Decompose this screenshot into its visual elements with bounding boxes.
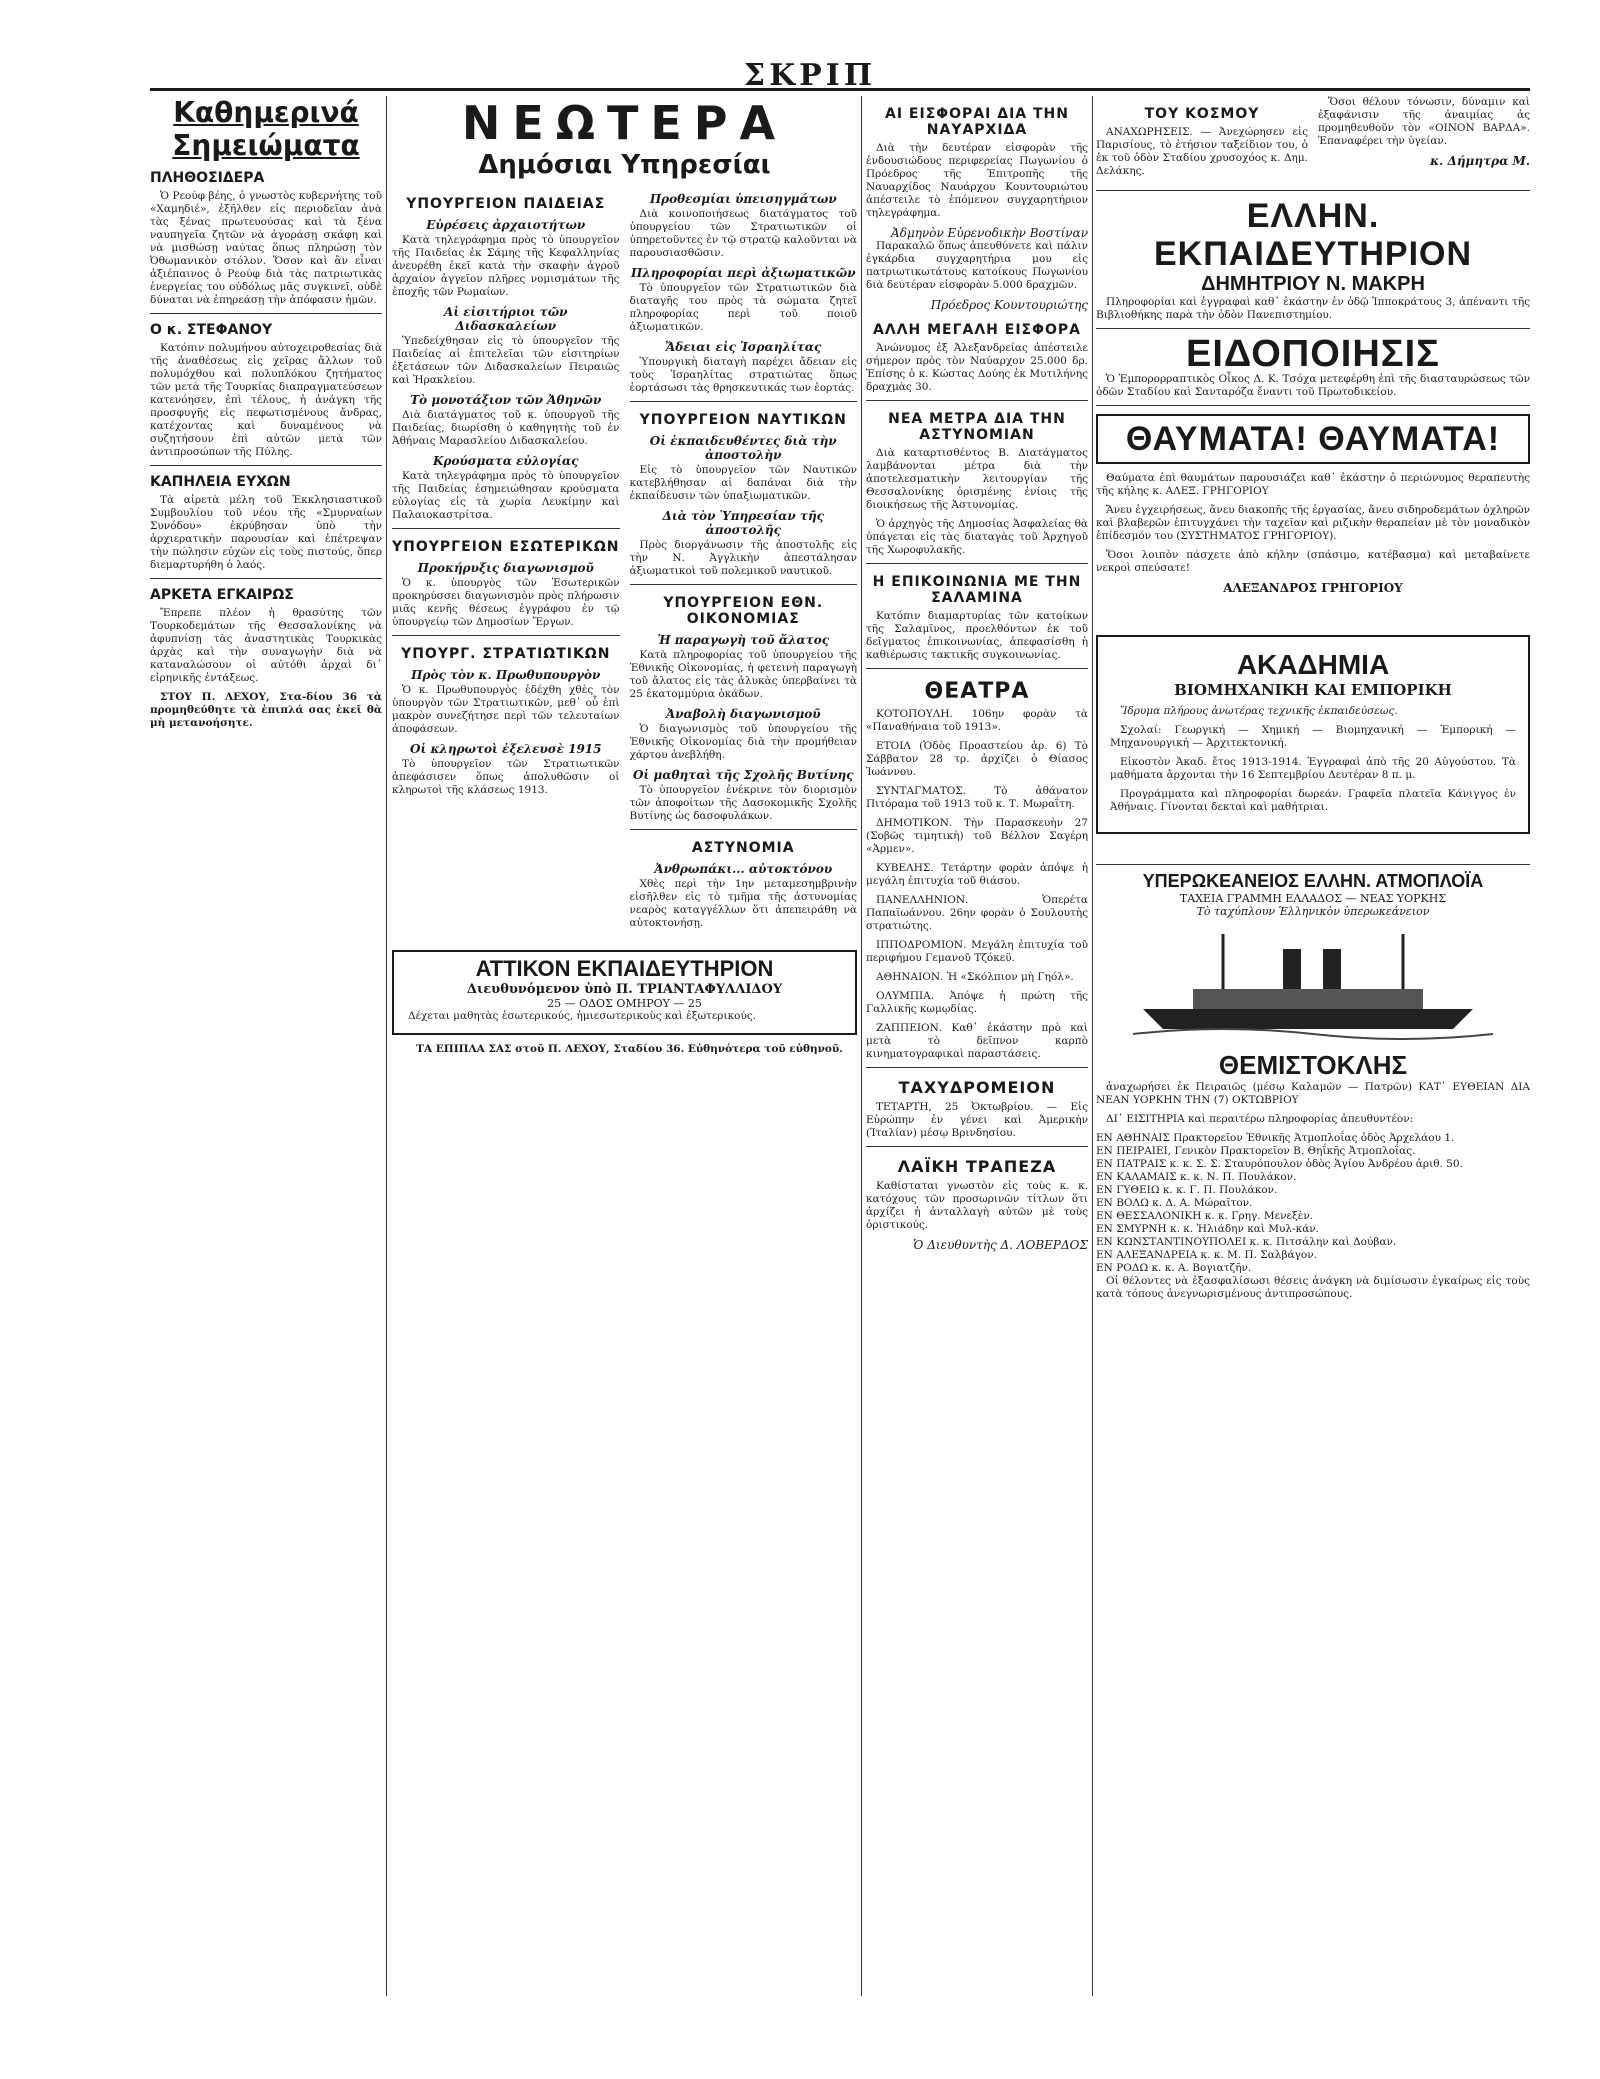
ad-title: ΥΠΕΡΩΚΕΑΝΕΙΟΣ ΕΛΛΗΝ. ΑΤΜΟΠΛΟΪΑ (1142, 871, 1484, 891)
item-body: Τὸ ὑπουργεῖον ἐνέκρινε τὸν διορισμὸν τῶν ἀποφοίτων τῆς Δασοκομικῆς Σχολῆς Βυτίνης ὡς δασοφυλάκων. (629, 784, 857, 822)
ad-body: ΔΙ᾽ ΕΙΣΙΤΗΡΙΑ καὶ περαιτέρω πληροφορίας ἀπευθυντέον: (1106, 1113, 1414, 1125)
divider (630, 584, 858, 585)
divider (866, 1146, 1088, 1147)
ad-title: ΕΙΔΟΠΟΙΗΣΙΣ (1186, 333, 1440, 375)
ad-tagline: Ἵδρυμα πλήρους ἀνωτέρας τεχνικῆς ἐκπαιδεύσεως. (1120, 705, 1398, 717)
list-item: ΕΝ ΓΥΘΕΙΩ κ. κ. Γ. Π. Πουλάκον. (1096, 1184, 1278, 1196)
ad-subtitle: ΔΗΜΗΤΡΙΟΥ Ν. ΜΑΚΡΗ (1201, 273, 1425, 295)
item-heading: Ἄδειαι εἰς Ἰσραηλίτας (665, 340, 822, 354)
article-body: Ἔπρεπε πλέον ἡ θρασύτης τῶν Τουρκοδεμάτων τῆς Θεσσαλονίκης νὰ ἀφυπνίσῃ τὰς ἀναστητικὰς Τουρκικὰς ἀρχὰς καὶ τὴν συναγωγὴν διὰ νὰ καταναλώσουν οἱ αὐτόθι ἀρχαὶ δι᾽ εἰρηνικῆς ἐντάξεως. (150, 607, 382, 684)
divider (630, 829, 858, 830)
article-title: ΑΡΚΕΤΑ ΕΓΚΑΙΡΩΣ (150, 587, 294, 603)
subcolumn-left (392, 186, 620, 936)
divider (866, 563, 1088, 564)
list-item: ΕΝ ΚΩΝΣΤΑΝΤΙΝΟΥΠΟΛΕΙ κ. κ. Πιτσάλην καὶ Δούβαν. (1096, 1236, 1397, 1248)
theatre-listing: ΚΥΒΕΛΗΣ. Τετάρτην φορὰν ἀπόψε ἡ μεγάλη ἐπιτυχία τοῦ θιάσου. (866, 862, 1088, 887)
article-body: Κατόπιν διαμαρτυρίας τῶν κατοίκων τῆς Σαλαμῖνος, προελθόντων ἐκ τοῦ δεῖγματος ἐπικοινωνίας, ἀπεφασίσθη ἡ καθιέρωσις τακτικῆς συγκοινωνίας. (866, 610, 1088, 661)
ad-thaumata (1096, 414, 1530, 595)
ministry-heading: ΥΠΟΥΡΓΕΙΟΝ ΠΑΙΔΕΙΑΣ (406, 196, 606, 212)
item-heading: Τὸ μονοτάξιον τῶν Ἀθηνῶν (410, 393, 602, 407)
ad-atmoploia (1096, 871, 1530, 1301)
divider (866, 1067, 1088, 1068)
advertisement: ΣΤΟΥ Π. ΛΕΧΟΥ, Στα-δίου 36 τὰ προμηθεύθητε τὰ ἐπιπλά σας ἐκεῖ θὰ μὴ μετανοήσητε. (150, 691, 382, 729)
ad-attikon (392, 950, 857, 1035)
article-body: Ὁ ἀρχηγὸς τῆς Δημοσίας Ἀσφαλείας θὰ ὑπάγεται εἰς τὰς διαταγὰς τοῦ Ἀρχηγοῦ τῆς Χωροφυλακῆς. (866, 518, 1088, 556)
section-heading: ΤΑΧΥΔΡΟΜΕΙΟΝ (898, 1078, 1056, 1097)
item-heading: Οἱ κληρωτοὶ ἐξελευσὲ 1915 (410, 742, 602, 756)
item-heading: Ἡ παραγωγὴ τοῦ ἄλατος (657, 633, 830, 647)
section-subtitle: Δημόσιαι Υπηρεσίαι (478, 150, 771, 180)
item-heading: Αἱ εἰσιτήριοι τῶν Διδασκαλείων (444, 305, 568, 333)
theatre-listing: ΟΛΥΜΠΙΑ. Ἀπόψε ἡ πρώτη τῆς Γαλλικῆς κωμῳδίας. (866, 990, 1088, 1015)
ad-title: ΑΤΤΙΚΟΝ ΕΚΠΑΙΔΕΥΤΗΡΙΟΝ (475, 956, 774, 981)
section-heading: ΑΙ ΕΙΣΦΟΡΑΙ ΔΙΑ ΤΗΝ ΝΑΥΑΡΧΙΔΑ (885, 106, 1069, 138)
item-heading: Ἀνθρωπάκι... αὐτοκτόνου (654, 862, 833, 876)
item-body: Κατὰ τηλεγράφημα πρὸς τὸ ὑπουργεῖον τῆς Παιδείας ἐκ Σάμης τῆς Κεφαλληνίας ἀνευρέθη ἐκεῖ κατὰ τὴν σκαφὴν ἀγροῦ ἀρχαίον ἀγγεῖον πλῆρες νομισμάτων τῆς ἐποχῆς τῶν Ρωμαίων. (392, 234, 620, 298)
article-body: Ὁ Ρεούφ βέης, ὁ γνωστὸς κυβερνήτης τοῦ «Χαμηδιέ», ἐξῆλθεν εἰς περιοδεῖαν ἀνὰ τὰς ξένας πρωτευούσας καὶ τὰ ξένα ναυπηγεῖα ζητῶν νὰ ἀγοράσῃ σκάφη καὶ νὰ μισθώσῃ ναύτας ὅπως πληρώσῃ τὸν Ὀθωμανικὸν στόλον. Ὅσον καὶ ἂν εἶναι ἀξιέπαινος ὁ Ρεούφ διὰ τὰς πατριωτικὰς ἐνεργείας του οὐδόλως μᾶς συγκινεῖ, οὐδὲ δύναται νὰ ἐπηρεάσῃ τὴν ἀπόφασιν ἡμῶν. (150, 190, 382, 306)
divider (866, 400, 1088, 401)
ad-akadimia (1096, 635, 1530, 834)
subcolumn-right (630, 186, 858, 936)
ad-body: Ἄνευ ἐγχειρήσεως, ἄνευ διακοπῆς τῆς ἐργασίας, ἄνευ σιδηροδεμάτων ὀχληρῶν καὶ βλαβερῶν ἐπιτυγχάνει τὴν ταχεῖαν καὶ ριζικὴν θεραπείαν μὲ τὸν μοναδικὸν ἐπίδεσμόν του (ΣΥΣΤΗΜΑΤΟΣ ΓΡΗΓΟΡΙΟΥ). (1096, 504, 1530, 542)
ad-body: Ὅσοι λοιπὸν πάσχετε ἀπὸ κήλην (σπάσιμο, κατέβασμα) καὶ μεταβαίνετε νεκροὶ σπεύσατε! (1096, 549, 1530, 574)
article-body: ΑΝΑΧΩΡΗΣΕΙΣ. — Ἀνεχώρησεν εἰς Παρισίους, τὸ ἐτήσιον ταξείδιον του, ὁ ἐκ τοῦ ὁδὸν Σταδίου χρυσοχόος κ. Δημ. Δελάκης. (1096, 126, 1308, 177)
divider (1096, 864, 1530, 865)
column-4 (1096, 96, 1530, 1307)
column-title: Καθημερινά (173, 96, 359, 129)
ad-body: Πληροφορίαι καὶ ἐγγραφαὶ καθ᾽ ἑκάστην ἐν ὁδῷ Ἱπποκράτους 3, ἀπέναντι τῆς Βιβλιοθήκης παρὰ τὴν ὁδὸν Πανεπιστημίου. (1096, 296, 1530, 321)
column-2 (392, 96, 857, 1062)
list-item: ΕΝ ΠΑΤΡΑΙΣ κ. κ. Σ. Σ. Σταυρόπουλον ὁδὸς Ἁγίου Ἀνδρέου ἀριθ. 50. (1096, 1158, 1463, 1170)
item-heading: Οἱ μαθηταὶ τῆς Σχολῆς Βυτίνης (633, 768, 854, 782)
column-title: Σημειώματα (172, 129, 360, 162)
article-body: Τὰ αἱρετὰ μέλη τοῦ Ἐκκλησιαστικοῦ Συμβουλίου τοῦ νέου τῆς «Σμυρναίων Συνόδου» ἐκρύβησαν ὑπὸ τὴν ἀρχιερατικὴν παρουσίαν καὶ ἐπέτρεψαν τὴν πώλησιν εὐχῶν εἰς τοὺς πιστούς, ὅπερ διεμαρτυρήθη ὁ λαός. (150, 494, 382, 571)
divider (150, 313, 382, 314)
ad-body: Σχολαί: Γεωργική — Χημική — Βιομηχανική — Ἐμπορική — Μηχανουργική — Ἀρχιτεκτονική. (1110, 724, 1516, 749)
ad-body: Θαύματα ἐπὶ θαυμάτων παρουσιάζει καθ᾽ ἑκάστην ὁ περιώνυμος θεραπευτὴς τῆς κήλης κ. ΑΛΕΞ. ΓΡΗΓΟΡΙΟΥ (1096, 472, 1530, 497)
advertisement: ΤΑ ΕΠΙΠΛΑ ΣΑΣ στοῦ Π. ΛΕΧΟΥ, Σταδίου 36. Εὐθηνότερα τοῦ εὐθηνοῦ. (416, 1043, 843, 1055)
theatre-listing: ΖΑΠΠΕΙΟΝ. Καθ᾽ ἑκάστην πρὸ καὶ μετὰ τὸ δεῖπνον καρπὸ κινηματογραφικαὶ παραστάσεις. (866, 1022, 1088, 1060)
item-body: Ὁ διαγωνισμὸς τοῦ ὑπουργείου τῆς Ἐθνικῆς Οἰκονομίας διὰ τὴν προμήθειαν χάρτου ἀνεβλήθη. (629, 723, 857, 761)
ad-title: ΑΚΑΔΗΜΙΑ (1236, 649, 1390, 680)
divider (1096, 328, 1530, 329)
section-heading: ΛΑΪΚΗ ΤΡΑΠΕΖΑ (897, 1157, 1057, 1176)
column-rule (861, 96, 862, 1996)
theatre-listing: ΚΟΤΟΠΟΥΛΗ. 106ην φορὰν τὰ «Παναθήναια τοῦ 1913». (866, 708, 1088, 733)
subcolumn-right (1318, 96, 1530, 184)
item-body: Χθὲς περὶ τὴν 1ην μεταμεσημβρινὴν εἰσῆλθεν εἰς τὸ τμῆμα τῆς ἀστυνομίας νεαρὸς καταγγέλλων ὅτι ἀπεπειράθη νὰ αὐτοκτονήσῃ. (629, 878, 857, 929)
item-heading: Ἀναβολὴ διαγωνισμοῦ (665, 707, 821, 721)
ministry-heading: ΥΠΟΥΡΓΕΙΟΝ ΝΑΥΤΙΚΩΝ (639, 412, 847, 428)
ad-body: Ὁ Ἐμπορορραπτικὸς Οἶκος Δ. Κ. Τσόχα μετεφέρθη ἐπὶ τῆς διασταυρώσεως τῶν ὁδῶν Σταδίου καὶ Σανταρόζα ἔναντι τοῦ Πρωτοδικείου. (1096, 373, 1530, 398)
theatre-listing: ΑΘΗΝΑΙΟΝ. Ἡ «Σκόλπιον μὴ Γηόλ». (876, 971, 1074, 983)
list-item: ΕΝ ΘΕΣΣΑΛΟΝΙΚΗ κ. κ. Γρηγ. Μενεξὲν. (1096, 1210, 1314, 1222)
ad-subtitle: ΤΑΧΕΙΑ ΓΡΑΜΜΗ ΕΛΛΑΔΟΣ — ΝΕΑΣ ΥΟΡΚΗΣ (1179, 892, 1447, 905)
list-item: ΕΝ ΑΛΕΞΑΝΔΡΕΙΑ κ. κ. Μ. Π. Σαλβάγον. (1096, 1249, 1317, 1261)
item-heading: Διὰ τὸν Ὑπηρεσίαν τῆς ἀποστολῆς (662, 509, 824, 537)
column-3 (866, 96, 1088, 1252)
signature: Ἀδμηνὸν Εὐρενοδικὴν Βοστίναν (891, 226, 1088, 240)
ad-body: Προγράμματα καὶ πληροφορίαι δωρεάν. Γραφεῖα πλατεῖα Κάνιγγος ἐν Ἀθήναις. Γίνονται δεκταὶ καὶ μαθήτριαι. (1110, 788, 1516, 813)
item-body: Τὸ ὑπουργεῖον τῶν Στρατιωτικῶν ἀπεφάσισεν ὅπως ἀπολυθῶσιν οἱ κληρωτοὶ τῆς κλάσεως 1913. (392, 758, 620, 796)
article-title: Ο κ. ΣΤΕΦΑΝΟΥ (150, 322, 273, 338)
article-body: Διὰ καταρτισθέντος Β. Διατάγματος λαμβάνονται μέτρα διὰ τὴν ἀποτελεσματικὴν λειτουργίαν τῆς Θεσσαλονίκης ὁρισμένης ἐνίοις τῆς διοικήσεως τῆς Ἀστυνομίας. (866, 447, 1088, 511)
ad-body: Δέχεται μαθητὰς ἐσωτερικούς, ἡμιεσωτερικοὺς καὶ ἐξωτερικούς. (408, 1010, 757, 1022)
divider (150, 578, 382, 579)
item-heading: Προθεσμίαι ὑπεισηγμάτων (649, 192, 837, 206)
theatre-listing: ΕΤΟΙΛ (Ὁδὸς Προαστείου ἀρ. 6) Τὸ Σάββατον 28 τρ. ἀρχίζει ὁ Θίασος Ἰωάννου. (866, 740, 1088, 778)
item-body: Εἰς τὸ ὑπουργεῖον τῶν Ναυτικῶν κατεβλήθησαν αἱ δαπάναι διὰ τὴν ἐκπαίδευσιν τῶν ὑπαξιωματικῶν. (629, 464, 857, 502)
theatre-listing: ΣΥΝΤΑΓΜΑΤΟΣ. Τὸ ἀθάνατον Πιτόραμα τοῦ 1913 τοῦ κ. Τ. Μωραΐτη. (866, 785, 1088, 810)
item-body: Ὁ κ. ὑπουργὸς τῶν Ἐσωτερικῶν προκηρύσσει διαγωνισμὸν πρὸς πλήρωσιν μιᾶς κενῆς θέσεως ἐγγράφου ἐν τῷ ὑπουργείῳ τῶν Δημοσίων Ἔργων. (392, 577, 620, 628)
ad-elliniko (1096, 197, 1530, 322)
ad-title: ΕΛΛΗΝ. ΕΚΠΑΙΔΕΥΤΗΡΙΟΝ (1153, 197, 1473, 273)
agents-list (1096, 1132, 1530, 1275)
divider (1096, 190, 1530, 191)
article-body: Παρακαλῶ ὅπως ἀπευθύνετε καὶ πάλιν ἐγκάρδια συγχαρητήρια μου εἰς πατριωτικωτάτους κατοίκους Πωγωνίου διὰ δευτέραν εἰσφορὰν 5.000 δραχμῶν. (866, 240, 1088, 291)
list-item: ΕΝ ΒΟΛΩ κ. Δ. Α. Μώραϊτον. (1096, 1197, 1253, 1209)
ad-body: Εἰκοστὸν Ἀκαδ. ἔτος 1913-1914. Ἐγγραφαὶ ἀπὸ τῆς 20 Αὐγούστου. Τὰ μαθήματα ἄρχονται τὴν 16 Σεπτεμβρίου Δευτέραν 8 π. μ. (1110, 756, 1516, 781)
item-body: Κατὰ πληροφορίας τοῦ ὑπουργείου τῆς Ἐθνικῆς Οἰκονομίας, ἡ φετεινὴ παραγωγὴ τοῦ ἄλατος εἰς τὰς ἀλυκὰς ὑπερβαίνει τὰ 25 ἑκατομμύρια ὀκάδων. (629, 649, 857, 700)
ad-body: ἀναχωρήσει ἐκ Πειραιῶς (μέσῳ Καλαμῶν — Πατρῶν) ΚΑΤ᾽ ΕΥΘΕΙΑΝ ΔΙΑ ΝΕΑΝ ΥΟΡΚΗΝ ΤΗΝ (7) ΟΚΤΩΒΡΙΟΥ (1096, 1081, 1530, 1106)
column-rule (1092, 96, 1093, 1996)
ad-subtitle: Τὸ ταχύπλουν Ἑλληνικὸν ὑπερωκεάνειον (1196, 905, 1430, 918)
section-heading: ΝΕΑ ΜΕΤΡΑ ΔΙΑ ΤΗΝ ΑΣΤΥΝΟΜΙΑΝ (888, 411, 1066, 443)
list-item: ΕΝ ΠΕΙΡΑΙΕΙ, Γενικὸν Πρακτορεῖον Β. Θηΐκῆς Ἀτμοπλοΐας. (1096, 1145, 1416, 1157)
article-body: Κατόπιν πολυμήνου αὐτοχειροθεσίας διὰ τῆς ἀναθέσεως εἰς χεῖρας ἄλλων τοῦ πολυμόχθου καὶ πολυπλόκου ζητήματος τῶν μετὰ τῆς Τουρκίας διαπραγματεύσεων κατενόησεν, ἐπὶ τέλους, ἡ ἀνάγκη τῆς προσφυγῆς εἰς πεφωτισμένους ἄνδρας, κατέχοντας καὶ δυναμένους νὰ συζητήσουν ἐπὶ αὐτῶν μετὰ τῶν ἀντιπροσώπων τῆς Πύλης. (150, 342, 382, 458)
divider (392, 528, 620, 529)
item-body: Πρὸς διοργάνωσιν τῆς ἀποστολῆς εἰς τὴν Ν. Ἀγγλικὴν ἀπεστάλησαν ἀξιωματικοὶ τοῦ πολεμικοῦ ναυτικοῦ. (629, 539, 857, 577)
item-body: Ὑπουργικὴ διαταγὴ παρέχει ἄδειαν εἰς τοὺς Ἰσραηλίτας στρατιώτας ὅπως ἑορτάσωσι τὰς θρησκευτικάς των ἑορτάς. (629, 356, 857, 394)
ministry-heading: ΥΠΟΥΡΓΕΙΟΝ ΕΣΩΤΕΡΙΚΩΝ (392, 539, 620, 555)
signature: κ. Δήμητρα Μ. (1430, 154, 1530, 168)
theatre-listing: ΠΑΝΕΛΛΗΝΙΟΝ. Ὁπερέτα Παπαϊωάννου. 26ην φορὰν ὁ Σουλουτὴς στρατιώτης. (866, 894, 1088, 932)
divider (630, 401, 858, 402)
column-1 (150, 96, 382, 736)
steamship-illustration (1133, 924, 1493, 1044)
ad-address: 25 — ΟΔΟΣ ΟΜΗΡΟΥ — 25 (547, 997, 702, 1010)
article-body: Ὅσοι θέλουν τόνωσιν, δύναμιν καὶ ἐξαφάνισιν τῆς ἀναιμίας ἀς προμηθευθοῦν τὸν «ΟΙΝΟΝ ΒΑΡΔΑ». Ἐπαναφέρει τὴν ὑγείαν. (1318, 96, 1530, 147)
ad-eidopoiisis (1096, 335, 1530, 399)
two-column-text (1096, 96, 1530, 184)
article-title: ΠΛΗΘΟΣΙΔΕΡΑ (150, 170, 265, 186)
divider (1096, 405, 1530, 406)
item-heading: Εὑρέσεις ἀρχαιοτήτων (426, 218, 586, 232)
article-body: ΤΕΤΑΡΤΗ, 25 Ὀκτωβρίου. — Εἰς Εὐρώπην ἐν γένει καὶ Ἀμερικὴν (Ἰταλίαν) μέσῳ Βρινδησίου. (866, 1101, 1088, 1139)
section-heading: Η ΕΠΙΚΟΙΝΩΝΙΑ ΜΕ ΤΗΝ ΣΑΛΑΜΙΝΑ (872, 574, 1082, 606)
item-body: Ὑπεδείχθησαν εἰς τὸ ὑπουργεῖον τῆς Παιδείας αἱ ἐπιτελεῖαι τῶν εἰσιτηρίων ἐξετάσεων τῶν Διδασκαλείων Πειραιῶς καὶ Ἡρακλείου. (392, 335, 620, 386)
masthead: ΣΚΡΙΠ (743, 58, 877, 93)
section-heading: ΘΕΑΤΡΑ (924, 679, 1030, 704)
two-column-text (392, 186, 857, 936)
article-title: ΚΑΠΗΛΕΙΑ ΕΥΧΩΝ (150, 474, 291, 490)
section-heading: ΤΟΥ ΚΟΣΜΟΥ (1144, 106, 1260, 122)
ad-signature: ΑΛΕΞΑΝΔΡΟΣ ΓΡΗΓΟΡΙΟΥ (1223, 581, 1403, 595)
ad-body: Οἱ θέλοντες νὰ ἐξασφαλίσωσι θέσεις ἀνάγκη νὰ διμίσωσιν ἐγκαίρως εἰς τοὺς κατὰ τόπους ἀνεγνωρισμένους ἀντιπροσώπους. (1096, 1275, 1530, 1300)
subcolumn-left (1096, 96, 1308, 184)
signature: Ὁ Διευθυντὴς Δ. ΛΟΒΕΡΔΟΣ (913, 1238, 1088, 1252)
list-item: ΕΝ ΣΜΥΡΝΗ κ. κ. Ἠλιάδην καὶ Μυλ-κάν. (1096, 1223, 1320, 1235)
item-body: Τὸ ὑπουργεῖον τῶν Στρατιωτικῶν διὰ διαταγῆς του πρὸς τὰ σώματα ζητεῖ πληροφορίας περὶ τοῦ ποιοῦ ἀξιωματικῶν. (629, 282, 857, 333)
ad-title: ΘΑΥΜΑΤΑ! ΘΑΥΜΑΤΑ! (1096, 414, 1530, 464)
list-item: ΕΝ ΡΟΔΩ κ. κ. Α. Βογιατζῆν. (1096, 1262, 1252, 1274)
ministry-heading: ΥΠΟΥΡΓΕΙΟΝ ΕΘΝ. ΟΙΚΟΝΟΜΙΑΣ (663, 595, 824, 627)
divider (150, 465, 382, 466)
item-body: Ὁ κ. Πρωθυπουργὸς ἐδέχθη χθὲς τὸν ὑπουργὸν τῶν Στρατιωτικῶν, μεθ᾽ οὗ ἐπὶ μακρὸν συνεζήτησε περὶ τῶν τελευταίων ἀποφάσεων. (392, 684, 620, 735)
article-body: Διὰ τὴν δευτέραν εἰσφορὰν τῆς ἐνδουσιώδους περιφερείας Πωγωνίου ὁ Πρόεδρος τῆς Ἐπιτροπῆς τῆς Ναυαρχίδος Ναυάρχου Κουντουριώτου ἀπέστειλε τὸ ἑπόμενον συγχαρητήριον τηλεγράφημα. (866, 142, 1088, 219)
item-heading: Πληροφορίαι περὶ ἀξιωματικῶν (630, 266, 856, 280)
item-heading: Προκήρυξις διαγωνισμοῦ (417, 561, 594, 575)
theatre-listing: ΔΗΜΟΤΙΚΟΝ. Τὴν Παρασκευὴν 27 (Σοβῶς τιμητικὴ) τοῦ Βέλλον Σαγέρη «Ἀρμεν». (866, 817, 1088, 855)
item-body: Διὰ διατάγματος τοῦ κ. ὑπουργοῦ τῆς Παιδείας, διωρίσθη ὁ καθηγητὴς τοῦ ἐν Ἀθήναις Μαρασλείου Διδασκαλείου. (392, 409, 620, 447)
theatre-listing: ΙΠΠΟΔΡΟΜΙΟΝ. Μεγάλη ἐπιτυχία τοῦ περιφήμου Γεμανοῦ Τζόκεϋ. (866, 939, 1088, 964)
item-heading: Κρούσματα εὐλογίας (433, 454, 579, 468)
article-body: Καθίσταται γνωστὸν εἰς τοὺς κ. κ. κατόχους τῶν προσωρινῶν τίτλων ὅτι ἀρχίζει ἡ ἀνταλλαγὴ αὐτῶν μὲ τοὺς ὁριστικούς. (866, 1180, 1088, 1231)
divider (392, 635, 620, 636)
divider (866, 668, 1088, 669)
section-heading: ΑΛΛΗ ΜΕΓΑΛΗ ΕΙΣΦΟΡΑ (872, 322, 1081, 338)
section-title: ΝΕΩΤΕΡΑ (461, 96, 788, 150)
column-rule (386, 96, 387, 1996)
item-body: Κατὰ τηλεγράφημα πρὸς τὸ ὑπουργεῖον τῆς Παιδείας ἐσημειώθησαν κρούσματα εὐλογίας εἰς τὰ χωρία Λευκίμην καὶ Παλαιοκαστρίτσα. (392, 470, 620, 521)
article-body: Ἀνώνυμος ἐξ Ἀλεξανδρείας ἀπέστειλε σήμερον πρὸς τὸν Ναύαρχον 25.000 δρ. Ἐπίσης ὁ κ. Κώστας Δούης ἐκ Μυτιλήνης δραχμὰς 30. (866, 342, 1088, 393)
item-heading: Πρὸς τὸν κ. Πρωθυπουργὸν (411, 668, 601, 682)
list-item: ΕΝ ΚΑΛΑΜΑΙΣ κ. κ. Ν. Π. Πουλάκον. (1096, 1171, 1297, 1183)
ad-subtitle: ΒΙΟΜΗΧΑΝΙΚΗ ΚΑΙ ΕΜΠΟΡΙΚΗ (1174, 681, 1452, 699)
item-heading: Οἱ ἐκπαιδευθέντες διὰ τὴν ἀποστολὴν (649, 434, 837, 462)
ad-subtitle: Διευθυνόμενον ὑπὸ Π. ΤΡΙΑΝΤΑΦΥΛΛΙΔΟΥ (466, 982, 783, 997)
ship-name: ΘΕΜΙΣΤΟΚΛΗΣ (1218, 1050, 1408, 1080)
signature: Πρόεδρος Κουντουριώτης (930, 298, 1088, 312)
section-heading: ΑΣΤΥΝΟΜΙΑ (691, 840, 795, 856)
masthead-rule (150, 88, 1530, 91)
ministry-heading: ΥΠΟΥΡΓ. ΣΤΡΑΤΙΩΤΙΚΩΝ (401, 646, 611, 662)
item-body: Διὰ κοινοποιήσεως διατάγματος τοῦ ὑπουργείου τῶν Στρατιωτικῶν οἱ ὑπηρετοῦντες ἐν τῷ στρατῷ καλοῦνται νὰ παρουσιασθῶσιν. (629, 208, 857, 259)
list-item: ΕΝ ΑΘΗΝΑΙΣ Πρακτορεῖον Ἐθνικῆς Ἀτμοπλοΐας ὁδὸς Ἀρχελάου 1. (1096, 1132, 1455, 1144)
